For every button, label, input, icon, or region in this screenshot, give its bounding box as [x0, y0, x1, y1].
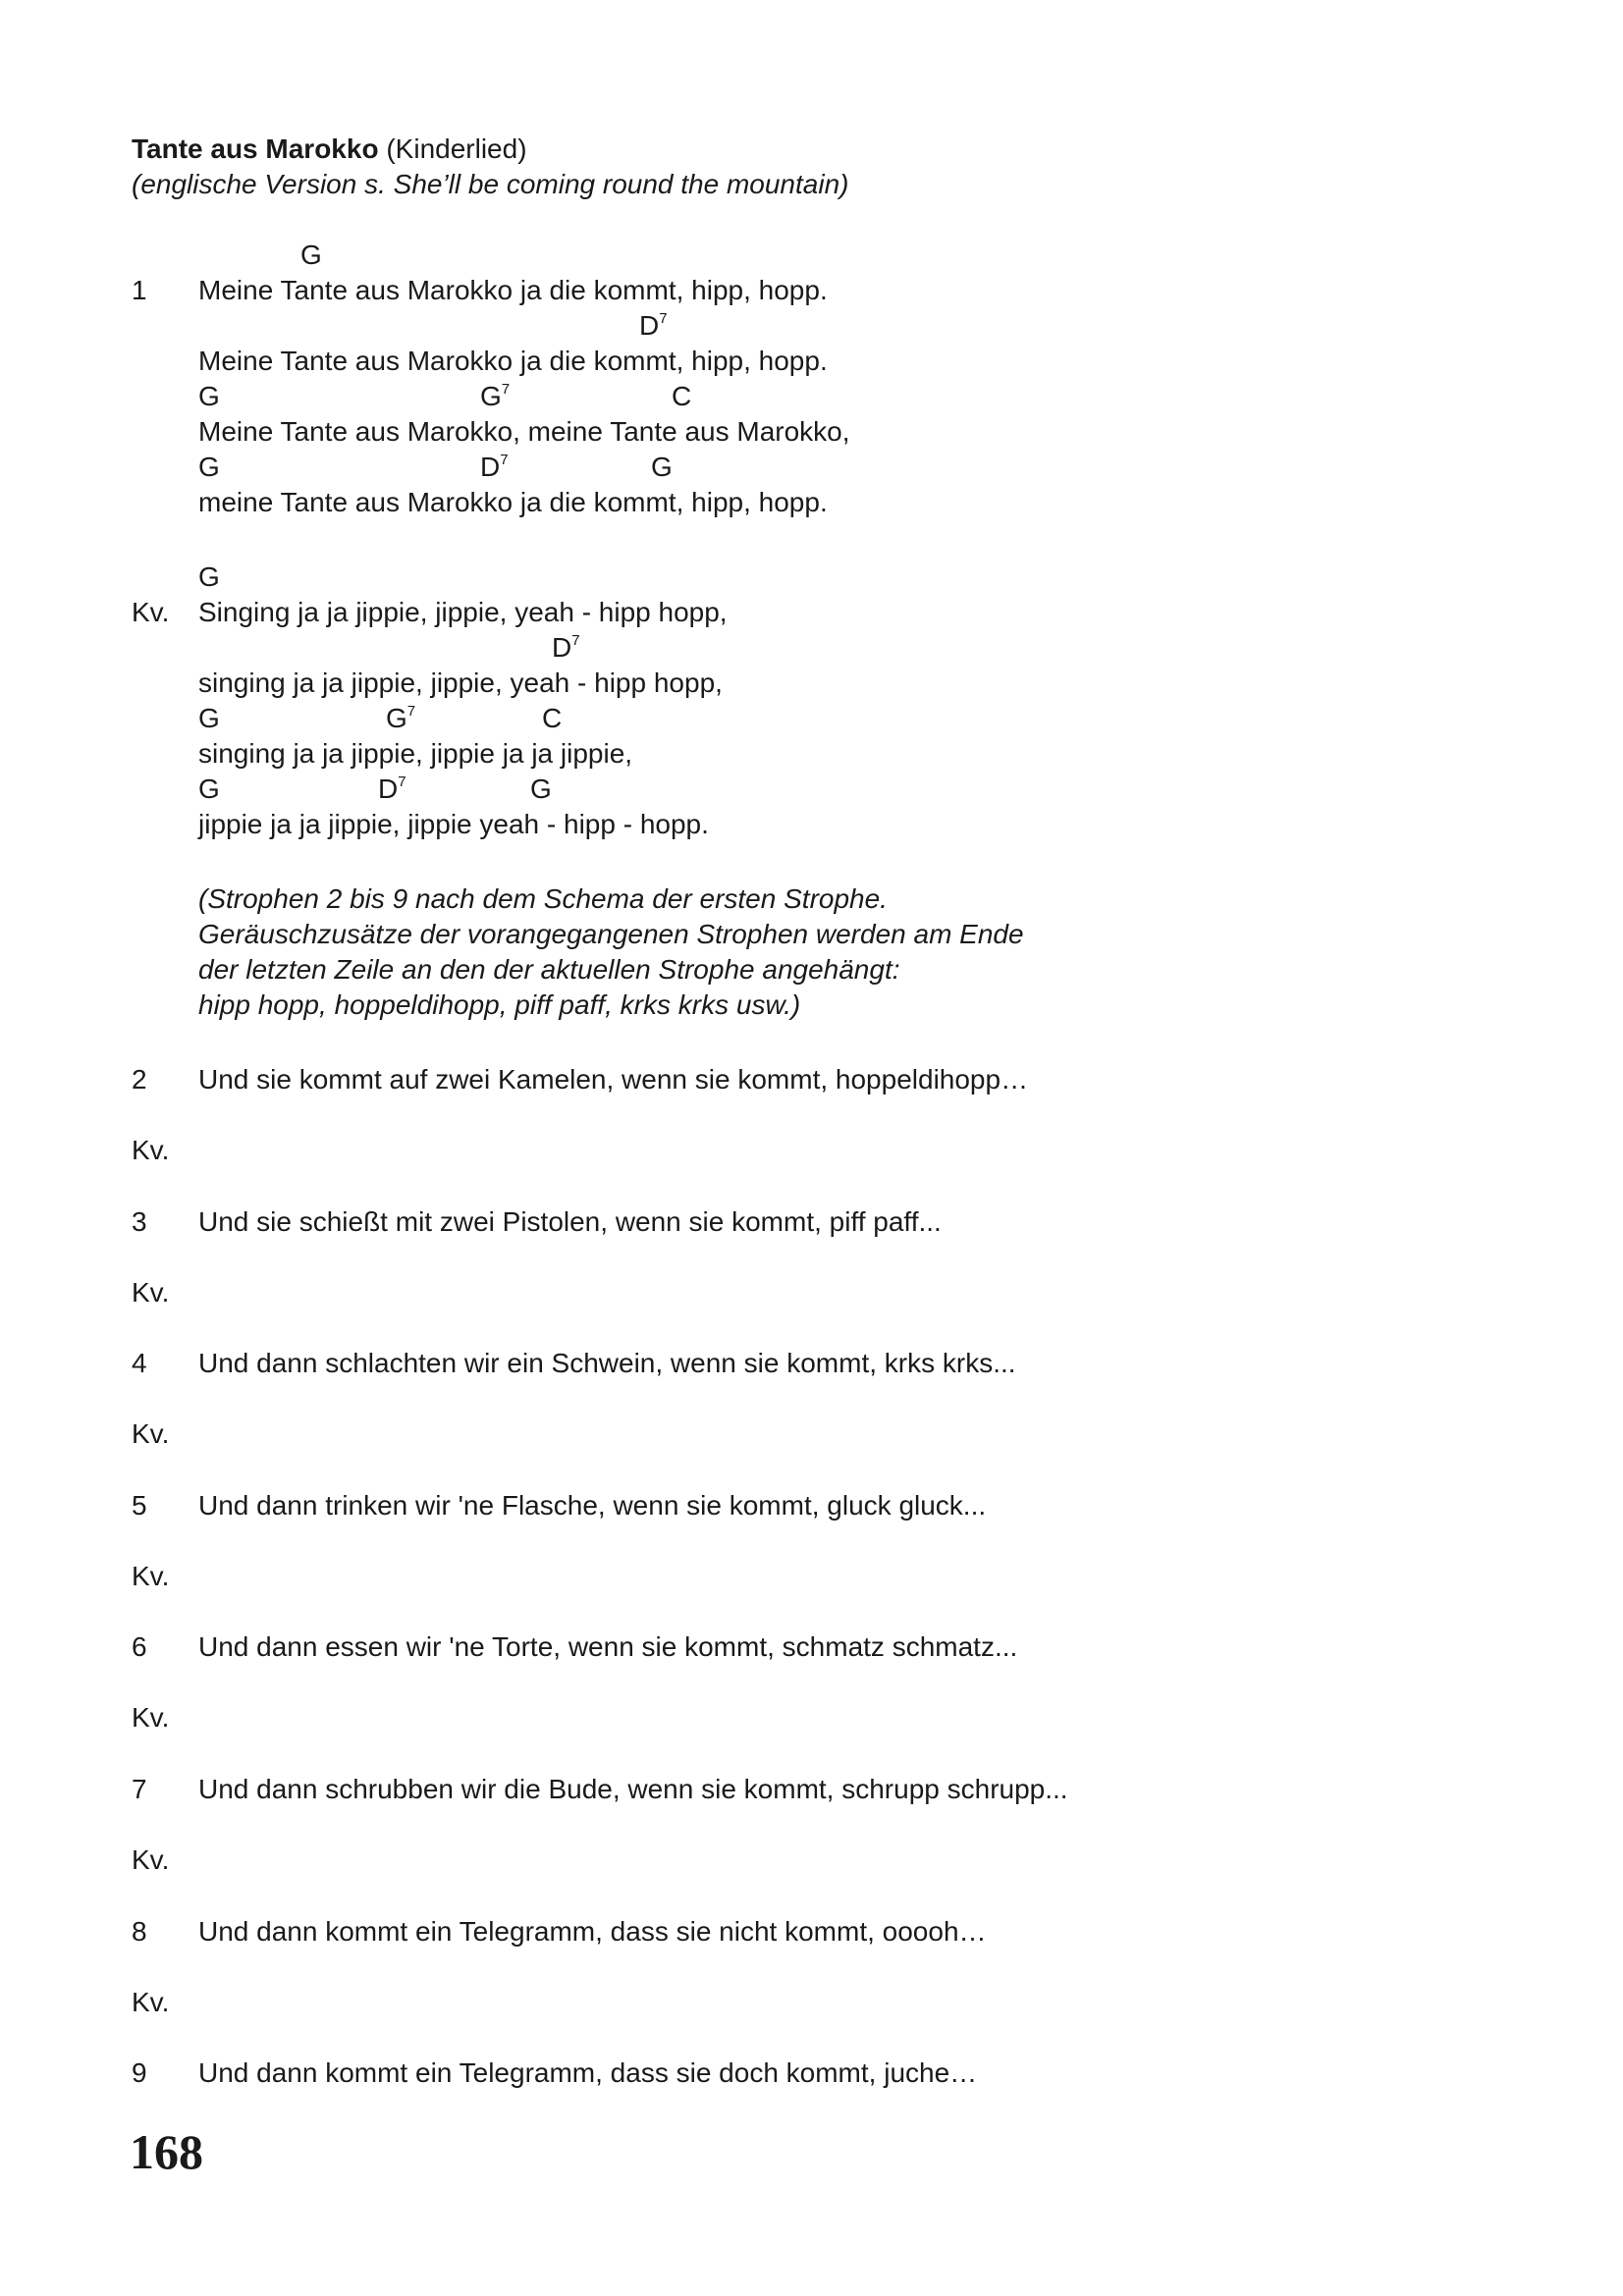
chord: G: [198, 774, 220, 804]
note-line: (Strophen 2 bis 9 nach dem Schema der ersten Strophe.: [198, 883, 888, 914]
lyric-line: Meine Tante aus Marokko ja die kommt, hipp, hopp.: [198, 346, 828, 376]
chord: $G^7$: [480, 380, 511, 411]
page-number: 168: [130, 2124, 203, 2179]
chorus-label: Kv.: [132, 1844, 170, 1875]
note-line: Geräuschzusätze der vorangegangenen Strophen werden am Ende: [198, 919, 1024, 949]
verse-number: 5: [132, 1490, 147, 1521]
chorus-label: Kv.: [132, 1418, 170, 1449]
verse-text: Und sie kommt auf zwei Kamelen, wenn sie kommt, hoppeldihopp…: [198, 1064, 1029, 1095]
lyric-line: singing ja ja jippie, jippie ja ja jippie,: [198, 738, 633, 769]
chord: G: [198, 452, 220, 482]
chorus-label: Kv.: [132, 1135, 170, 1165]
song-title: Tante aus Marokko: [132, 133, 379, 164]
verse-text: Und dann schrubben wir die Bude, wenn sie kommt, schrupp schrupp...: [198, 1774, 1068, 1804]
chord: C: [672, 381, 692, 411]
lyric-line: singing ja ja jippie, jippie, yeah - hipp hopp,: [198, 667, 723, 698]
chord: $D^7$: [378, 773, 406, 804]
lyric-line: Meine Tante aus Marokko, meine Tante aus Marokko,: [198, 416, 850, 447]
verse-number: 6: [132, 1631, 147, 1662]
verse-number: 2: [132, 1064, 147, 1095]
lyric-line: meine Tante aus Marokko ja die kommt, hipp, hopp.: [198, 487, 828, 517]
chord: C: [542, 703, 563, 733]
verse-number: 1: [132, 275, 147, 305]
lyric-line: Meine Tante aus Marokko ja die kommt, hipp, hopp.: [198, 275, 828, 305]
verse-text: Und dann trinken wir 'ne Flasche, wenn sie kommt, gluck gluck...: [198, 1490, 987, 1521]
chorus-label: Kv.: [132, 1277, 170, 1308]
verse-number: 9: [132, 2057, 147, 2088]
lyric-line: Singing ja ja jippie, jippie, yeah - hipp hopp,: [198, 597, 728, 627]
verse-number: 3: [132, 1206, 147, 1237]
chord: $G^7$: [386, 702, 416, 733]
note-line: der letzten Zeile an den der aktuellen Strophe angehängt:: [198, 954, 900, 985]
verse-text: Und dann essen wir 'ne Torte, wenn sie kommt, schmatz schmatz...: [198, 1631, 1018, 1662]
note-line: hipp hopp, hoppeldihopp, piff paff, krks krks usw.): [198, 989, 801, 1020]
chorus-label: Kv.: [132, 1987, 170, 2017]
verse-text: Und dann schlachten wir ein Schwein, wenn sie kommt, krks krks...: [198, 1348, 1016, 1378]
chord: G: [530, 774, 552, 804]
chord: G: [198, 561, 220, 592]
chord: G: [651, 452, 673, 482]
song-title-line: [132, 132, 527, 167]
chorus-label: Kv.: [132, 1561, 170, 1591]
chord: $D^7$: [552, 631, 580, 663]
lyric-line: jippie ja ja jippie, jippie yeah - hipp - hopp.: [198, 809, 709, 839]
chord: $D^7$: [639, 309, 668, 341]
song-title-suffix: (Kinderlied): [386, 133, 527, 164]
chorus-label: Kv.: [132, 597, 170, 627]
chorus-label: Kv.: [132, 1702, 170, 1733]
chord: G: [198, 703, 220, 733]
chord: G: [198, 381, 220, 411]
verse-text: Und dann kommt ein Telegramm, dass sie nicht kommt, ooooh…: [198, 1916, 987, 1947]
verse-number: 8: [132, 1916, 147, 1947]
song-subtitle: (englische Version s. She’ll be coming round the mountain): [132, 169, 849, 199]
verse-text: Und dann kommt ein Telegramm, dass sie doch kommt, juche…: [198, 2057, 978, 2088]
verse-number: 4: [132, 1348, 147, 1378]
chord: G: [300, 240, 322, 270]
verse-text: Und sie schießt mit zwei Pistolen, wenn sie kommt, piff paff...: [198, 1206, 942, 1237]
chord: $D^7$: [480, 451, 509, 482]
verse-number: 7: [132, 1774, 147, 1804]
